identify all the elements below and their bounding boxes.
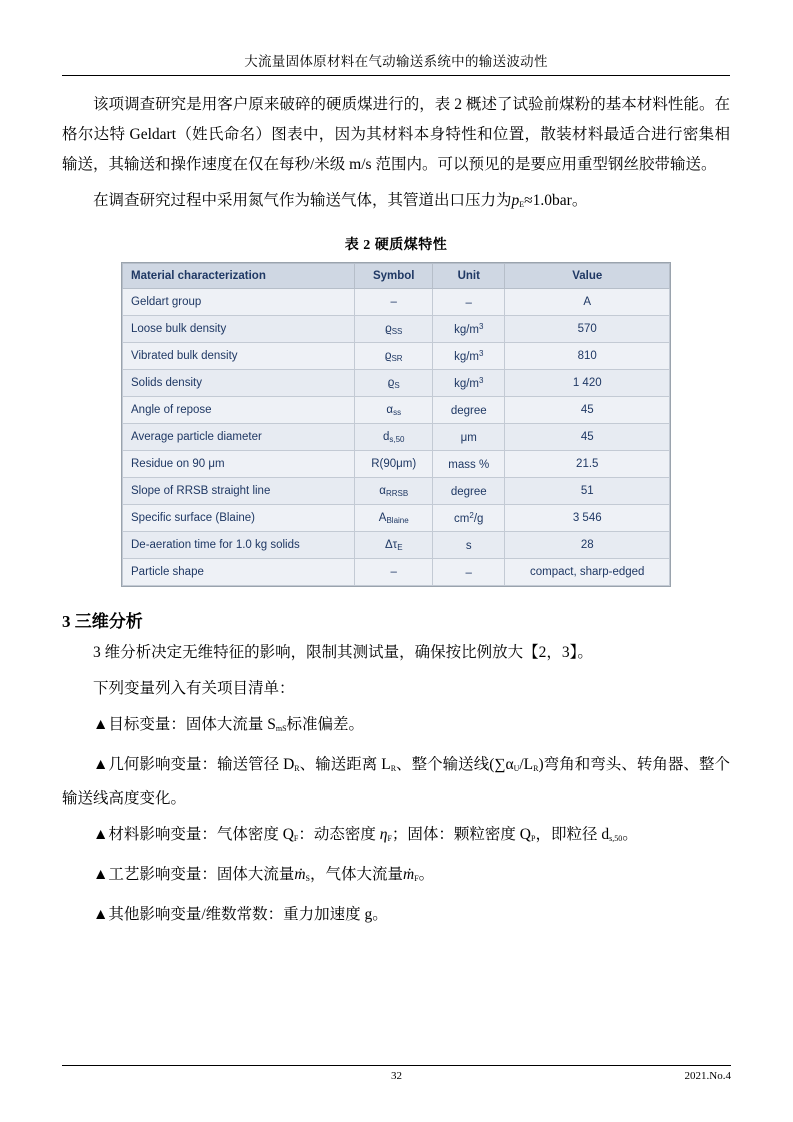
cell-unit-text: mass % bbox=[448, 459, 490, 471]
cell-symbol-text: ϱ bbox=[384, 349, 392, 362]
cell-symbol bbox=[355, 343, 433, 370]
mat-text-d: ，即粒径 d bbox=[535, 826, 610, 843]
cell-unit-sup: 3 bbox=[478, 322, 484, 331]
cell-name: Geldart group bbox=[123, 289, 355, 316]
footer-divider bbox=[62, 1065, 731, 1066]
cell-value: 28 bbox=[505, 532, 670, 559]
mat-text-a: ▲材料影响变量：气体密度 Q bbox=[93, 826, 294, 843]
symbol-pressure: p bbox=[511, 192, 520, 209]
page-footer bbox=[62, 1065, 731, 1082]
cell-symbol-sub: SS bbox=[391, 326, 403, 336]
cell-value: 1 420 bbox=[505, 370, 670, 397]
geom-sub-2: R bbox=[390, 764, 397, 773]
mat-sub-3: P bbox=[531, 834, 536, 843]
target-variable-text-a: ▲目标变量：固体大流量 S bbox=[93, 716, 276, 733]
cell-symbol bbox=[355, 397, 433, 424]
section-heading-3: 3 三维分析 bbox=[62, 612, 143, 631]
cell-name: Vibrated bulk density bbox=[123, 343, 355, 370]
cell-symbol-sub: ss bbox=[393, 407, 402, 417]
mat-text-b: ：动态密度 bbox=[298, 826, 380, 843]
mat-text-e: 。 bbox=[622, 826, 638, 843]
cell-unit-sup: 3 bbox=[478, 349, 484, 358]
target-variable-text-b: 标准偏差。 bbox=[286, 716, 365, 733]
cell-unit-text: – bbox=[465, 297, 472, 309]
cell-value: 3 546 bbox=[505, 505, 670, 532]
cell-symbol-sub: S bbox=[394, 380, 400, 390]
table-row bbox=[123, 316, 670, 343]
table-row bbox=[123, 559, 670, 586]
table-header-row bbox=[123, 264, 670, 289]
cell-symbol-text: α bbox=[386, 403, 394, 416]
proc-text-b: ，气体大流量 bbox=[310, 866, 404, 883]
cell-value: 45 bbox=[505, 397, 670, 424]
cell-name: Slope of RRSB straight line bbox=[123, 478, 355, 505]
col-header-material: Material characterization bbox=[123, 264, 355, 289]
geom-sub-1: R bbox=[294, 764, 300, 773]
cell-unit-text: degree bbox=[450, 405, 487, 417]
proc-text-a: ▲工艺影响变量：固体大流量 bbox=[93, 866, 295, 883]
paragraph-target-variable bbox=[62, 710, 730, 744]
table-2-wrapper bbox=[121, 262, 671, 587]
cell-symbol bbox=[355, 478, 433, 505]
cell-unit-text: kg/m bbox=[454, 378, 479, 390]
cell-symbol-text: – bbox=[390, 295, 397, 308]
cell-name: Particle shape bbox=[123, 559, 355, 586]
table-row bbox=[123, 505, 670, 532]
cell-symbol bbox=[355, 451, 433, 478]
footer-page-number: 32 bbox=[391, 1070, 402, 1082]
cell-unit bbox=[433, 397, 505, 424]
cell-unit bbox=[433, 505, 505, 532]
cell-symbol-text: ϱ bbox=[387, 376, 395, 389]
cell-unit-text: cm bbox=[454, 513, 470, 525]
cell-unit-text: μm bbox=[460, 432, 477, 444]
paragraph-geometry-variable bbox=[62, 750, 730, 814]
table-row bbox=[123, 478, 670, 505]
header-divider bbox=[62, 75, 730, 76]
cell-name: Residue on 90 μm bbox=[123, 451, 355, 478]
cell-name: Specific surface (Blaine) bbox=[123, 505, 355, 532]
table-row bbox=[123, 397, 670, 424]
table-row bbox=[123, 532, 670, 559]
cell-symbol-text: d bbox=[382, 430, 390, 443]
mat-text-c: ；固体：颗粒密度 Q bbox=[391, 826, 531, 843]
cell-symbol-sub: E bbox=[397, 542, 403, 552]
cell-symbol-sub: s,50 bbox=[389, 434, 405, 444]
table-row bbox=[123, 343, 670, 370]
geom-text-d: /L bbox=[519, 756, 534, 773]
cell-value: 51 bbox=[505, 478, 670, 505]
cell-unit-tail: /g bbox=[473, 513, 484, 525]
cell-unit bbox=[433, 451, 505, 478]
mat-sub-4: s,50 bbox=[609, 834, 623, 843]
table-row bbox=[123, 424, 670, 451]
mat-sub-1: F bbox=[293, 834, 299, 843]
cell-value: 810 bbox=[505, 343, 670, 370]
page-content bbox=[62, 50, 730, 936]
paragraph-intro: 该项调查研究是用客户原来破碎的硬质煤进行的，表 2 概述了试验前煤粉的基本材料性能。在格尔达特 Geldart（姓氏命名）图表中，因为其材料本身特性和位置，散装材料最适合进行密集相输送，其输送和操作速度在仅在每秒/米级 m/s 范围内。可以预见的是要应用重型钢丝胶带输送。 bbox=[62, 96, 730, 173]
cell-symbol bbox=[355, 505, 433, 532]
cell-symbol-text: Δτ bbox=[384, 538, 398, 551]
cell-value: 21.5 bbox=[505, 451, 670, 478]
cell-value: compact, sharp-edged bbox=[505, 559, 670, 586]
cell-symbol bbox=[355, 424, 433, 451]
cell-symbol-sub: SR bbox=[391, 353, 403, 363]
cell-name: Angle of repose bbox=[123, 397, 355, 424]
cell-unit bbox=[433, 478, 505, 505]
paragraph-nitrogen bbox=[62, 186, 730, 220]
cell-symbol bbox=[355, 316, 433, 343]
proc-sub-2: F bbox=[414, 874, 419, 883]
cell-unit-text: degree bbox=[450, 486, 487, 498]
paragraph-variable-list-lead: 下列变量列入有关项目清单： bbox=[93, 680, 295, 697]
cell-unit-sup: 2 bbox=[469, 511, 474, 520]
cell-unit bbox=[433, 316, 505, 343]
footer-issue: 2021.No.4 bbox=[684, 1070, 731, 1082]
geom-text-b: 、输送距离 L bbox=[299, 756, 391, 773]
cell-unit-sup: 3 bbox=[478, 376, 484, 385]
table-row bbox=[123, 289, 670, 316]
cell-unit bbox=[433, 370, 505, 397]
table-head bbox=[123, 264, 670, 289]
cell-name: Solids density bbox=[123, 370, 355, 397]
cell-name: De-aeration time for 1.0 kg solids bbox=[123, 532, 355, 559]
cell-unit bbox=[433, 532, 505, 559]
table-row bbox=[123, 370, 670, 397]
cell-unit-text: s bbox=[465, 540, 472, 552]
paragraph-material-variable bbox=[62, 820, 730, 854]
geom-text-c: 、整个输送线(∑α bbox=[396, 756, 514, 773]
paragraph-3d-analysis: 3 维分析决定无维特征的影响，限制其测试量，确保按比例放大【2，3】。 bbox=[93, 644, 593, 661]
geom-text-a: ▲几何影响变量：输送管径 D bbox=[93, 756, 295, 773]
cell-unit-text: kg/m bbox=[454, 324, 479, 336]
geom-sub-3: U bbox=[513, 764, 520, 773]
col-header-symbol: Symbol bbox=[355, 264, 433, 289]
mat-sub-2: F bbox=[387, 834, 392, 843]
running-header: 大流量固体原材料在气动输送系统中的输送波动性 bbox=[244, 54, 548, 69]
cell-name: Average particle diameter bbox=[123, 424, 355, 451]
cell-symbol bbox=[355, 559, 433, 586]
cell-value: 570 bbox=[505, 316, 670, 343]
cell-name: Loose bulk density bbox=[123, 316, 355, 343]
table-caption: 表 2 硬质煤特性 bbox=[344, 238, 448, 253]
cell-symbol-text: A bbox=[378, 511, 387, 524]
cell-symbol bbox=[355, 532, 433, 559]
table-hard-coal-properties bbox=[122, 263, 670, 586]
cell-symbol bbox=[355, 370, 433, 397]
mat-symbol-eta: η bbox=[379, 826, 388, 843]
cell-symbol-sub: RRSB bbox=[385, 488, 409, 498]
cell-unit-text: – bbox=[465, 567, 472, 579]
cell-unit bbox=[433, 424, 505, 451]
proc-symbol-2: ṁ bbox=[403, 866, 415, 883]
col-header-unit: Unit bbox=[433, 264, 505, 289]
proc-symbol-1: ṁ bbox=[294, 866, 306, 883]
target-variable-sub: mS bbox=[275, 724, 287, 733]
cell-symbol-text: ϱ bbox=[385, 322, 392, 335]
cell-symbol-sub: Blaine bbox=[386, 515, 409, 525]
cell-unit-text: kg/m bbox=[454, 351, 479, 363]
paragraph-other-variable: ▲其他影响变量/维数常数：重力加速度 g。 bbox=[93, 906, 388, 923]
cell-unit bbox=[433, 343, 505, 370]
geom-sub-4: R bbox=[533, 764, 539, 773]
paragraph-nitrogen-text-a: 在调查研究过程中采用氮气作为输送气体，其管道出口压力为 bbox=[93, 192, 512, 209]
cell-symbol bbox=[355, 289, 433, 316]
cell-value: A bbox=[505, 289, 670, 316]
symbol-pressure-sub: E bbox=[519, 200, 525, 209]
table-row bbox=[123, 451, 670, 478]
cell-value: 45 bbox=[505, 424, 670, 451]
cell-symbol-text: α bbox=[379, 484, 386, 497]
cell-unit bbox=[433, 289, 505, 316]
proc-sub-1: S bbox=[305, 874, 310, 883]
paragraph-process-variable bbox=[62, 860, 730, 894]
proc-text-c: 。 bbox=[418, 866, 435, 883]
col-header-value: Value bbox=[505, 264, 670, 289]
paragraph-nitrogen-text-b: ≈1.0bar。 bbox=[524, 192, 588, 209]
table-body bbox=[123, 289, 670, 586]
cell-symbol-text: R(90μm) bbox=[371, 457, 417, 470]
geom-text-e: )弯角和弯头、转角器、整个输送线高度变化。 bbox=[62, 756, 730, 807]
cell-unit bbox=[433, 559, 505, 586]
cell-symbol-text: – bbox=[390, 565, 397, 578]
